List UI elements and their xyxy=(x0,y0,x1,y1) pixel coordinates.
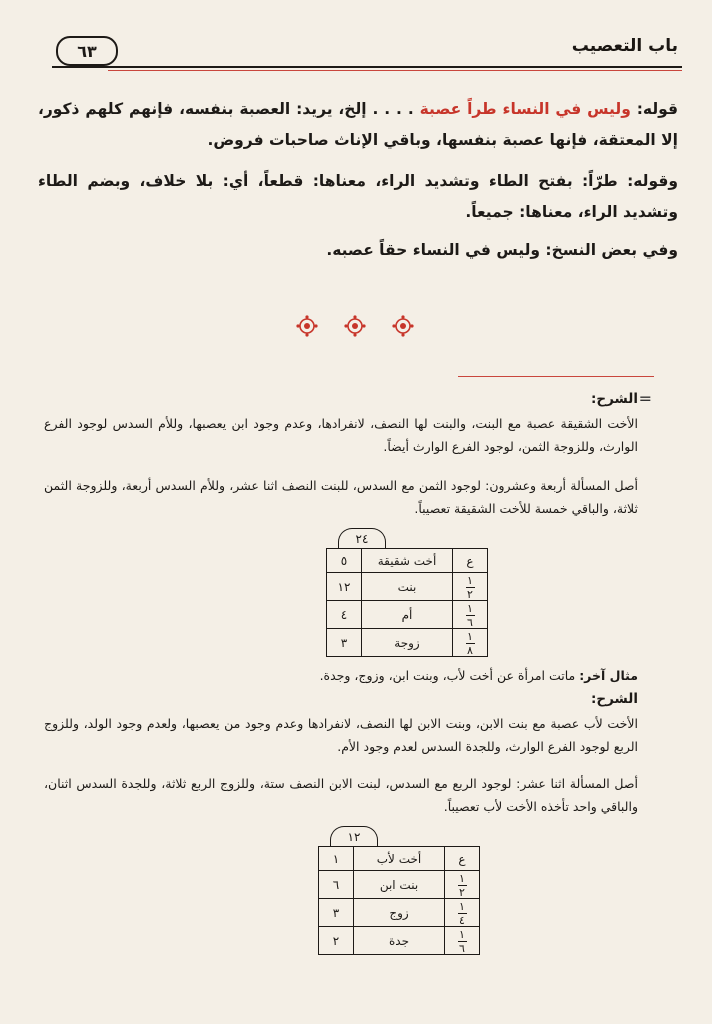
fraction-cell xyxy=(453,601,488,629)
table-row xyxy=(327,629,488,657)
share-cell: ١٢ xyxy=(327,573,362,601)
commentary-paragraph-2: أصل المسألة أربعة وعشرون: لوجود الثمن مع السدس، للبنت النصف اثنا عشر، وللأم السدس أربعة، وللزوجة الثمن ثلاثة، والباقي خمسة للأخت الشقيقة تعصيباً. xyxy=(44,478,638,516)
fraction-cell xyxy=(445,899,480,927)
frac-num: ١ xyxy=(467,574,473,587)
inheritance-table-1 xyxy=(326,548,488,657)
fraction-cell xyxy=(453,573,488,601)
heir-cell: جدة xyxy=(354,927,445,955)
heir-cell: زوج xyxy=(354,899,445,927)
example-line xyxy=(44,664,638,687)
ornament-divider xyxy=(290,314,420,338)
table-row xyxy=(319,899,480,927)
header-rule xyxy=(52,66,682,68)
table-row xyxy=(319,871,480,899)
fraction-cell xyxy=(453,629,488,657)
header-accent-rule xyxy=(108,70,682,71)
share-cell: ٣ xyxy=(319,899,354,927)
commentary-heading-2: الشرح: xyxy=(591,691,638,707)
table2-base: ١٢ xyxy=(330,826,378,847)
main-paragraph-2: وقوله: طرّاً: بفتح الطاء وتشديد الراء، معناها: قطعاً، أي: بلا خلاف، وبضم الطاء وتشديد الراء، معناها: جميعاً. xyxy=(38,172,678,221)
frac-den: ٦ xyxy=(467,616,473,629)
page-number: ٦٣ xyxy=(56,36,118,66)
table-row xyxy=(327,601,488,629)
heir-cell: زوجة xyxy=(362,629,453,657)
share-cell: ٤ xyxy=(327,601,362,629)
heir-cell: أم xyxy=(362,601,453,629)
table-row xyxy=(327,573,488,601)
table-row xyxy=(319,927,480,955)
commentary-paragraph-1: الأخت الشقيقة عصبة مع البنت، والبنت لها النصف، لانفرادها، وعدم وجود ابن يعصبها، وللأم السدس لوجود الفرع الوارث، وللزوجة الثمن، لوجود الفرع الوارث أيضاً. xyxy=(44,416,638,454)
commentary-heading-1: الشرح: xyxy=(591,391,638,407)
quoted-verse: وليس في النساء طراً عصبة xyxy=(419,100,631,118)
double-line-mark: = xyxy=(638,389,652,408)
commentary-paragraph-3: الأخت لأب عصبة مع بنت الابن، وبنت الابن لها النصف، لانفرادها وعدم وجود من يعصبها، ولعدم وجود الولد، وللزوج الربع لوجود الفرع الوارث، وللجدة السدس لعدم وجود الأم. xyxy=(44,716,638,754)
frac-num: ١ xyxy=(467,630,473,643)
heir-cell: أخت شقيقة xyxy=(362,549,453,573)
frac-den: ٨ xyxy=(467,644,473,657)
share-cell: ٦ xyxy=(319,871,354,899)
frac-num: ١ xyxy=(467,602,473,615)
table-row xyxy=(327,549,488,573)
frac-num: ١ xyxy=(459,928,465,941)
col-header: ع xyxy=(453,549,488,573)
heir-cell: أخت لأب xyxy=(354,847,445,871)
paragraph-1-text: . . . . إلخ، يريد: العصبة بنفسه، فإنهم كلهم ذكور، إلا المعتقة، فإنها عصبة بنفسها، وباقي الإناث صاحبات فروض. xyxy=(38,100,678,149)
chapter-title: باب التعصيب xyxy=(571,36,678,56)
table1-base: ٢٤ xyxy=(338,528,386,549)
heir-cell: بنت xyxy=(362,573,453,601)
quote-intro: قوله: xyxy=(630,100,679,118)
share-cell: ٣ xyxy=(327,629,362,657)
table-row xyxy=(319,847,480,871)
frac-num: ١ xyxy=(459,900,465,913)
heir-cell: بنت ابن xyxy=(354,871,445,899)
share-cell: ٥ xyxy=(327,549,362,573)
frac-num: ١ xyxy=(459,872,465,885)
frac-den: ٦ xyxy=(459,942,465,955)
share-cell: ٢ xyxy=(319,927,354,955)
example-text: ماتت امرأة عن أخت لأب، وبنت ابن، وزوج، وجدة. xyxy=(319,668,580,683)
frac-den: ٢ xyxy=(467,588,473,601)
share-cell: ١ xyxy=(319,847,354,871)
main-paragraph-3: وفي بعض النسخ: وليس في النساء حقاً عصبه. xyxy=(326,241,678,259)
frac-den: ٢ xyxy=(459,886,465,899)
col-header: ع xyxy=(445,847,480,871)
example-label: مثال آخر: xyxy=(579,668,638,683)
fraction-cell xyxy=(445,927,480,955)
footnote-separator xyxy=(458,376,654,377)
frac-den: ٤ xyxy=(459,914,465,927)
main-paragraph-1 xyxy=(38,94,678,156)
inheritance-table-2 xyxy=(318,846,480,955)
fraction-cell xyxy=(445,871,480,899)
commentary-paragraph-4: أصل المسألة اثنا عشر: لوجود الربع مع السدس، لبنت الابن النصف ستة، وللزوج الربع ثلاثة، وللجدة السدس اثنان، والباقي واحد تأخذه الأخت لأب تعصيباً. xyxy=(44,776,638,814)
